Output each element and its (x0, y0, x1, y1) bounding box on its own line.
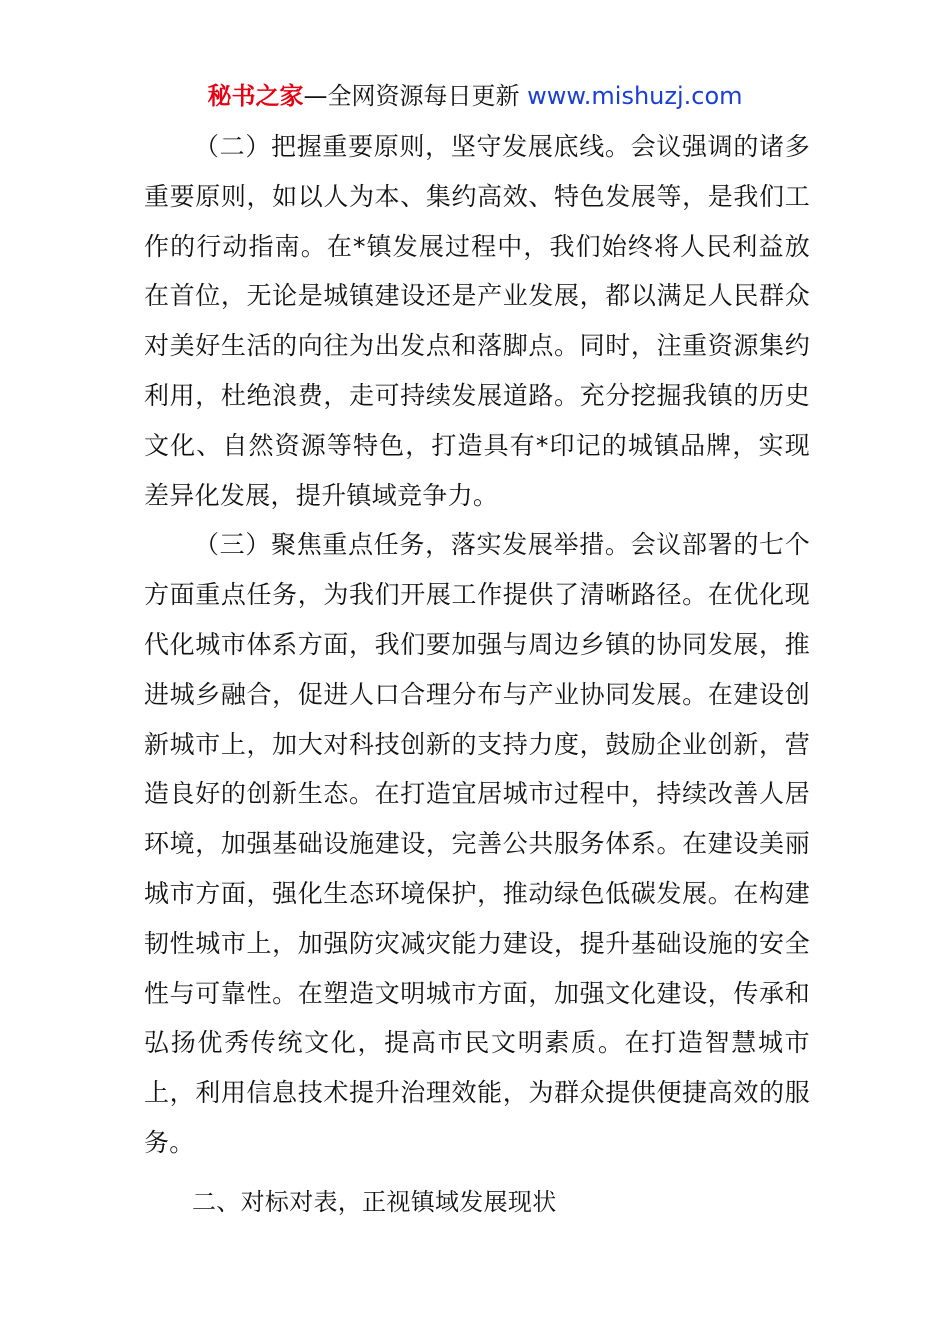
page-header (0, 80, 950, 112)
section-heading: 二、对标对表，正视镇域发展现状 (192, 1187, 557, 1216)
brand-name: 秘书之家 (207, 82, 304, 110)
header-tagline: —全网资源每日更新 (303, 82, 528, 110)
site-link[interactable]: www.mishuzj.com (527, 82, 743, 110)
paragraph-principles: （二）把握重要原则，坚守发展底线。会议强调的诸多重要原则，如以人为本、集约高效、特色发展等，是我们工作的行动指南。在*镇发展过程中，我们始终将人民利益放在首位，无论是城镇建设还是产业发展，都以满足人民群众对美好生活的向往为出发点和落脚点。同时，注重资源集约利用，杜绝浪费，走可持续发展道路。充分挖掘我镇的历史文化、自然资源等特色，打造具有*印记的城镇品牌，实现差异化发展，提升镇域竞争力。 (144, 132, 810, 510)
document-body (144, 122, 810, 1222)
paragraph-key-tasks: （三）聚焦重点任务，落实发展举措。会议部署的七个方面重点任务，为我们开展工作提供了清晰路径。在优化现代化城市体系方面，我们要加强与周边乡镇的协同发展，推进城乡融合，促进人口合理分布与产业协同发展。在建设创新城市上，加大对科技创新的支持力度，鼓励企业创新，营造良好的创新生态。在打造宜居城市过程中，持续改善人居环境，加强基础设施建设，完善公共服务体系。在建设美丽城市方面，强化生态环境保护，推动绿色低碳发展。在构建韧性城市上，加强防灾减灾能力建设，提升基础设施的安全性与可靠性。在塑造文明城市方面，加强文化建设，传承和弘扬优秀传统文化，提高市民文明素质。在打造智慧城市上，利用信息技术提升治理效能，为群众提供便捷高效的服务。 (144, 530, 810, 1157)
